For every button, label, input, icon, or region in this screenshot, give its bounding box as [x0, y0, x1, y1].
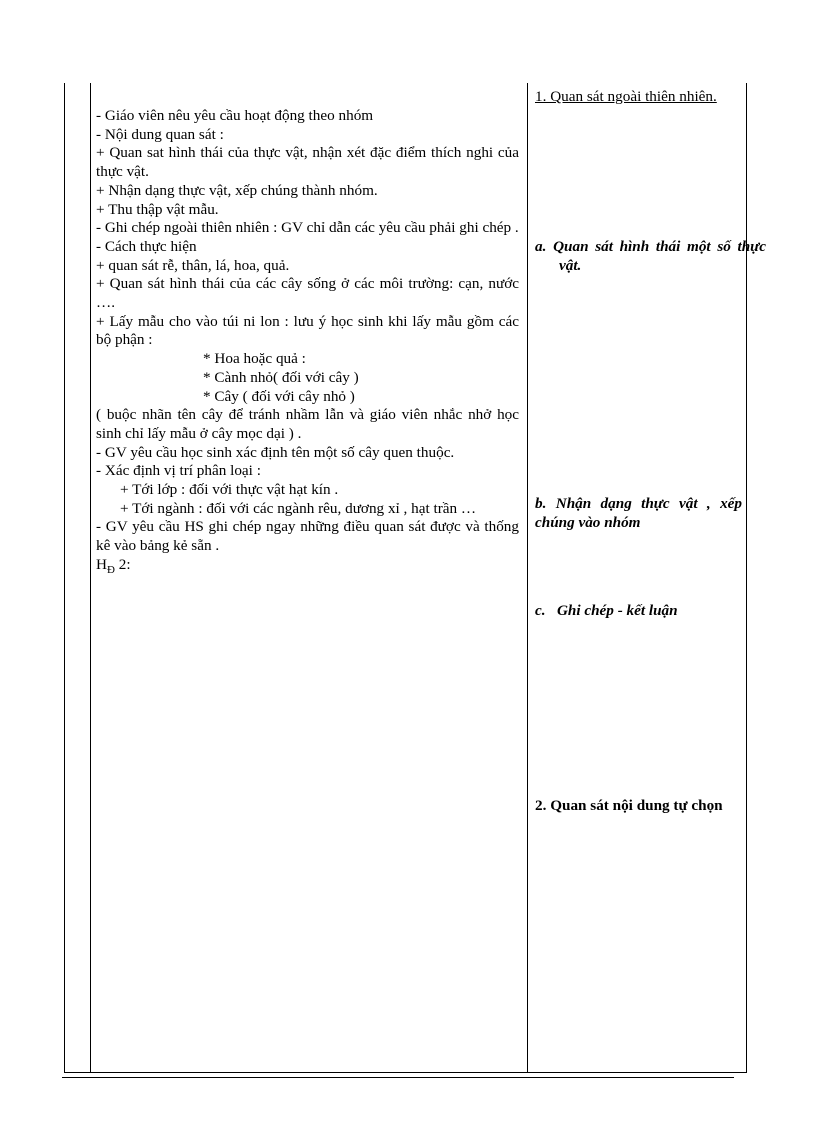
activity-2-label [96, 556, 519, 576]
item-b: b. Nhận dạng thực vật , xếp chúng vào nhóm [535, 495, 742, 531]
line-10: + Lấy mẫu cho vào túi ni lon : lưu ý học sinh khi lấy mẫu gồm các bộ phận : [96, 312, 519, 349]
table-bottom-border [64, 1072, 747, 1073]
line-2: - Nội dung quan sát : [96, 125, 224, 143]
line-18: + Tới ngành : đối với các ngành rêu, dương xỉ , hạt trần … [120, 499, 477, 517]
line-15: - GV yêu cầu học sinh xác định tên một số cây quen thuộc. [96, 443, 455, 461]
line-14: ( buộc nhãn tên cây để tránh nhầm lẫn và giáo viên nhắc nhở học sinh chỉ lấy mẫu ở cây mọc dại ) . [96, 406, 519, 442]
line-3: + Quan sat hình thái của thực vật, nhận xét đặc điểm thích nghi của thực vật. [96, 144, 519, 181]
item-a-text: Quan sát hình thái một số thực vật. [553, 238, 767, 274]
line-7: - Cách thực hiện [96, 237, 197, 255]
line-6: - Ghi chép ngoài thiên nhiên : GV chỉ dẫn các yêu cầu phải ghi chép . [96, 219, 519, 237]
line-9: + Quan sát hình thái của các cây sống ở các môi trường: cạn, nước …. [96, 275, 519, 312]
item-a [535, 238, 766, 275]
item-c-text: Ghi chép - kết luận [556, 602, 678, 619]
activity-column [96, 107, 519, 576]
line-8: + quan sát rễ, thân, lá, hoa, quả. [96, 256, 290, 274]
page-footer-rule [62, 1077, 734, 1078]
table-right-border [746, 83, 747, 1073]
activity-2-subscript: Đ [106, 563, 115, 576]
line-5: + Thu thập vật mẫu. [96, 200, 219, 218]
activity-2-letter: H [96, 555, 107, 573]
line-11: * Hoa hoặc quả : [203, 350, 306, 368]
line-16: - Xác định vị trí phân loại : [96, 462, 261, 480]
column-divider-right [527, 83, 528, 1073]
item-a-marker: a. [535, 238, 547, 255]
line-19: - GV yêu cầu HS ghi chép ngay những điều quan sát được và thống kê vào bảng kẻ sẵn . [96, 518, 519, 555]
table-left-border [64, 83, 65, 1073]
line-13: * Cây ( đối với cây nhỏ ) [203, 387, 355, 405]
line-17: + Tới lớp : đối với thực vật hạt kín . [120, 481, 339, 499]
line-4: + Nhận dạng thực vật, xếp chúng thành nhóm. [96, 181, 378, 199]
item-c [535, 602, 742, 621]
column-divider-left [90, 83, 91, 1073]
heading-1: 1. Quan sát ngoài thiên nhiên. [535, 88, 717, 105]
item-c-marker: c. [535, 602, 546, 619]
heading-2: 2. Quan sát nội dung tự chọn [535, 797, 723, 814]
line-12: * Cành nhỏ( đối với cây ) [203, 368, 359, 386]
line-1: - Giáo viên nêu yêu cầu hoạt động theo nhóm [96, 107, 374, 124]
activity-2-number: 2: [114, 555, 131, 573]
